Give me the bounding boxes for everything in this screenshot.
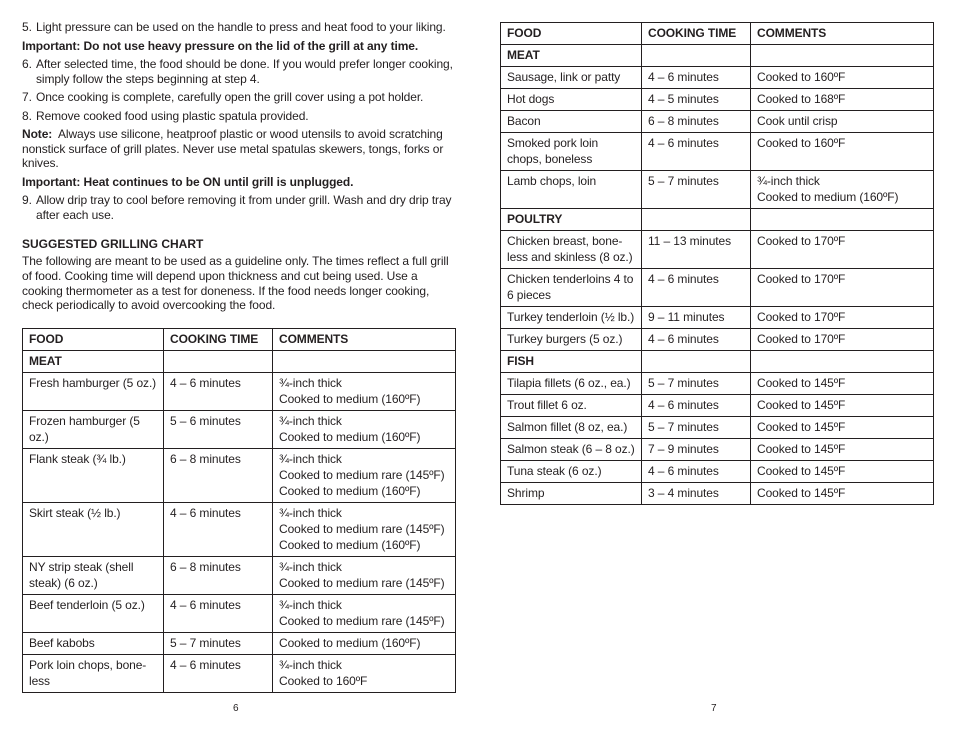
table-row <box>501 269 934 307</box>
food-cell: Salmon steak (6 – 8 oz.) <box>501 439 642 461</box>
comment-line: Cooked to 170ºF <box>757 332 846 346</box>
cooking-time-cell: 6 – 8 minutes <box>164 557 273 595</box>
comment-line: Cooked to medium rare (145ºF) <box>279 522 445 537</box>
table-row <box>501 171 934 209</box>
table-row <box>23 633 456 655</box>
cooking-time-cell: 4 – 6 minutes <box>642 329 751 351</box>
grilling-table-left <box>22 328 456 693</box>
comments-cell <box>273 373 456 411</box>
food-cell: Frozen hamburger (5 oz.) <box>23 411 164 449</box>
table-row <box>23 557 456 595</box>
table-row <box>501 231 934 269</box>
category-row <box>501 209 934 231</box>
table-body <box>23 351 456 693</box>
header-cooking-time: COOKING TIME <box>642 23 751 45</box>
food-cell: Bacon <box>501 111 642 133</box>
food-cell: Lamb chops, loin <box>501 171 642 209</box>
table-row <box>501 417 934 439</box>
comment-line: Cooked to 170ºF <box>757 310 846 324</box>
comments-cell <box>751 439 934 461</box>
cooking-time-cell: 4 – 6 minutes <box>642 461 751 483</box>
cooking-time-cell: 7 – 9 minutes <box>642 439 751 461</box>
food-cell: Trout fillet 6 oz. <box>501 395 642 417</box>
comment-line: Cooked to medium (160ºF) <box>279 392 421 407</box>
instruction-step-9 <box>22 193 456 222</box>
cooking-time-cell: 5 – 7 minutes <box>642 417 751 439</box>
table-row <box>23 411 456 449</box>
comments-cell <box>751 461 934 483</box>
cooking-time-cell: 4 – 6 minutes <box>164 655 273 693</box>
comment-line: Cooked to medium rare (145ºF) <box>279 468 445 483</box>
comment-line: ¾-inch thick <box>279 506 342 521</box>
comments-cell <box>751 395 934 417</box>
table-row <box>501 307 934 329</box>
table-body <box>501 45 934 505</box>
table-header-row <box>501 23 934 45</box>
cooking-time-cell: 5 – 7 minutes <box>642 171 751 209</box>
category-label: MEAT <box>23 351 164 373</box>
comments-cell <box>751 231 934 269</box>
chart-intro: The following are meant to be used as a guideline only. The times reflect a full grill of food. Cooking time will depend upon thickness and cut being used. Use a cooking thermometer as a test for doneness. If the food needs longer cooking, check periodically to avoid overcooking the food. <box>22 254 449 313</box>
food-cell: Tuna steak (6 oz.) <box>501 461 642 483</box>
comment-line: Cooked to medium rare (145ºF) <box>279 576 445 591</box>
food-cell: Chicken breast, bone-less and skinless (8 oz.) <box>501 231 642 269</box>
step-text: Light pressure can be used on the handle to press and heat food to your liking. <box>36 20 446 34</box>
table-row <box>501 89 934 111</box>
table-row <box>501 329 934 351</box>
comments-cell <box>273 595 456 633</box>
cooking-time-cell: 6 – 8 minutes <box>164 449 273 503</box>
comment-line: Cooked to 170ºF <box>757 234 846 248</box>
food-cell: Turkey burgers (5 oz.) <box>501 329 642 351</box>
cooking-time-cell: 4 – 6 minutes <box>164 503 273 557</box>
comment-line: Cooked to medium (160ºF) <box>279 538 421 553</box>
table-row <box>501 461 934 483</box>
note-text: Always use silicone, heatproof plastic or wood utensils to avoid scratching nonstick surface of grill plates. Never use metal spatulas skewers, tongs, forks or knives. <box>22 127 444 170</box>
comment-line: Cooked to 145ºF <box>757 376 846 390</box>
food-cell: Pork loin chops, bone-less <box>23 655 164 693</box>
comments-cell <box>751 329 934 351</box>
comments-cell <box>751 133 934 171</box>
important-warning-heat: Important: Heat continues to be ON until grill is unplugged. <box>22 174 354 189</box>
table-row <box>23 503 456 557</box>
food-cell: Hot dogs <box>501 89 642 111</box>
chart-title: SUGGESTED GRILLING CHART <box>22 237 204 251</box>
table-header-row <box>23 329 456 351</box>
food-cell: Shrimp <box>501 483 642 505</box>
food-cell: Fresh hamburger (5 oz.) <box>23 373 164 411</box>
comment-line: Cooked to 160ºF <box>757 136 846 150</box>
table-row <box>501 111 934 133</box>
note-utensils <box>22 127 456 171</box>
empty-cell <box>751 351 934 373</box>
comments-cell <box>751 269 934 307</box>
comments-cell <box>273 557 456 595</box>
instructions-list <box>22 20 456 222</box>
comment-line: Cooked to 170ºF <box>757 272 846 286</box>
comment-line: Cooked to 145ºF <box>757 442 846 456</box>
comment-line: Cooked to medium (160ºF) <box>757 190 899 204</box>
table-row <box>501 133 934 171</box>
cooking-time-cell: 9 – 11 minutes <box>642 307 751 329</box>
cooking-time-cell: 4 – 6 minutes <box>642 133 751 171</box>
comments-cell <box>751 483 934 505</box>
table-row <box>501 483 934 505</box>
comment-line: ¾-inch thick <box>279 376 342 391</box>
category-row <box>501 45 934 67</box>
instruction-step-5 <box>22 20 456 35</box>
instruction-step-7 <box>22 90 456 105</box>
table-row <box>23 655 456 693</box>
food-cell: Beef tenderloin (5 oz.) <box>23 595 164 633</box>
empty-cell <box>751 209 934 231</box>
header-food: FOOD <box>501 23 642 45</box>
comment-line: Cooked to 160ºF <box>757 70 846 84</box>
step-number: 7. <box>22 90 32 104</box>
table-row <box>501 67 934 89</box>
comment-line: ¾-inch thick <box>279 598 342 613</box>
header-food: FOOD <box>23 329 164 351</box>
step-number: 6. <box>22 57 32 71</box>
comment-line: Cook until crisp <box>757 114 838 128</box>
cooking-time-cell: 6 – 8 minutes <box>642 111 751 133</box>
food-cell: Beef kabobs <box>23 633 164 655</box>
table-row <box>501 439 934 461</box>
step-text: Once cooking is complete, carefully open the grill cover using a pot holder. <box>36 90 424 104</box>
comment-line: Cooked to 145ºF <box>757 464 846 478</box>
cooking-time-cell: 3 – 4 minutes <box>642 483 751 505</box>
cooking-time-cell: 5 – 6 minutes <box>164 411 273 449</box>
cooking-time-cell: 4 – 6 minutes <box>164 595 273 633</box>
cooking-time-cell: 4 – 6 minutes <box>642 67 751 89</box>
comments-cell <box>273 633 456 655</box>
page-number-right: 7 <box>711 703 717 714</box>
important-warning-pressure: Important: Do not use heavy pressure on the lid of the grill at any time. <box>22 38 419 53</box>
food-cell: Skirt steak (½ lb.) <box>23 503 164 557</box>
comments-cell <box>273 655 456 693</box>
step-text: After selected time, the food should be done. If you would prefer longer cooking, simply follow the steps beginning at step 4. <box>36 57 453 86</box>
comment-line: Cooked to medium (160ºF) <box>279 430 421 445</box>
comment-line: Cooked to medium (160ºF) <box>279 636 421 651</box>
food-cell: Smoked pork loin chops, boneless <box>501 133 642 171</box>
grilling-table-right <box>500 22 934 505</box>
left-page <box>22 20 456 693</box>
comments-cell <box>273 411 456 449</box>
cooking-time-cell: 11 – 13 minutes <box>642 231 751 269</box>
step-number: 9. <box>22 193 32 207</box>
step-text: Remove cooked food using plastic spatula provided. <box>36 108 309 123</box>
header-comments: COMMENTS <box>273 329 456 351</box>
comments-cell <box>751 373 934 395</box>
comment-line: Cooked to medium (160ºF) <box>279 484 421 499</box>
category-label: FISH <box>501 351 642 373</box>
category-label: MEAT <box>501 45 642 67</box>
empty-cell <box>642 45 751 67</box>
cooking-time-cell: 4 – 6 minutes <box>164 373 273 411</box>
comments-cell <box>751 171 934 209</box>
comments-cell <box>751 417 934 439</box>
comment-line: ¾-inch thick <box>757 174 820 188</box>
right-page <box>500 22 934 505</box>
note-label: Note: <box>22 127 53 141</box>
comment-line: ¾-inch thick <box>279 452 342 467</box>
category-label: POULTRY <box>501 209 642 231</box>
comment-line: Cooked to 145ºF <box>757 398 846 412</box>
empty-cell <box>273 351 456 373</box>
comment-line: ¾-inch thick <box>279 560 342 575</box>
comment-line: Cooked to 168ºF <box>757 92 846 106</box>
cooking-time-cell: 4 – 6 minutes <box>642 395 751 417</box>
cooking-time-cell: 4 – 6 minutes <box>642 269 751 307</box>
comment-line: Cooked to 160ºF <box>279 674 368 689</box>
comment-line: Cooked to 145ºF <box>757 420 846 434</box>
comments-cell <box>751 89 934 111</box>
category-row <box>23 351 456 373</box>
food-cell: Tilapia fillets (6 oz., ea.) <box>501 373 642 395</box>
header-comments: COMMENTS <box>751 23 934 45</box>
category-row <box>501 351 934 373</box>
empty-cell <box>642 209 751 231</box>
table-row <box>23 595 456 633</box>
food-cell: Chicken tenderloins 4 to 6 pieces <box>501 269 642 307</box>
page-number-left: 6 <box>233 703 239 714</box>
comment-line: Cooked to 145ºF <box>757 486 846 500</box>
food-cell: Turkey tenderloin (½ lb.) <box>501 307 642 329</box>
empty-cell <box>164 351 273 373</box>
cooking-time-cell: 5 – 7 minutes <box>164 633 273 655</box>
comments-cell <box>751 67 934 89</box>
step-number: 8. <box>22 108 32 123</box>
comments-cell <box>751 111 934 133</box>
header-cooking-time: COOKING TIME <box>164 329 273 351</box>
comments-cell <box>273 503 456 557</box>
food-cell: Salmon fillet (8 oz, ea.) <box>501 417 642 439</box>
table-row <box>23 373 456 411</box>
food-cell: Sausage, link or patty <box>501 67 642 89</box>
empty-cell <box>751 45 934 67</box>
instruction-step-8 <box>22 109 456 124</box>
comments-cell <box>751 307 934 329</box>
cooking-time-cell: 5 – 7 minutes <box>642 373 751 395</box>
step-number: 5. <box>22 20 32 34</box>
empty-cell <box>642 351 751 373</box>
table-row <box>23 449 456 503</box>
comment-line: ¾-inch thick <box>279 414 342 429</box>
food-cell: NY strip steak (shell steak) (6 oz.) <box>23 557 164 595</box>
comment-line: Cooked to medium rare (145ºF) <box>279 614 445 629</box>
cooking-time-cell: 4 – 5 minutes <box>642 89 751 111</box>
instruction-step-6 <box>22 57 456 86</box>
step-text: Allow drip tray to cool before removing it from under grill. Wash and dry drip tray after each use. <box>36 193 452 222</box>
comment-line: ¾-inch thick <box>279 658 342 673</box>
food-cell: Flank steak (¾ lb.) <box>23 449 164 503</box>
table-row <box>501 395 934 417</box>
comments-cell <box>273 449 456 503</box>
table-row <box>501 373 934 395</box>
